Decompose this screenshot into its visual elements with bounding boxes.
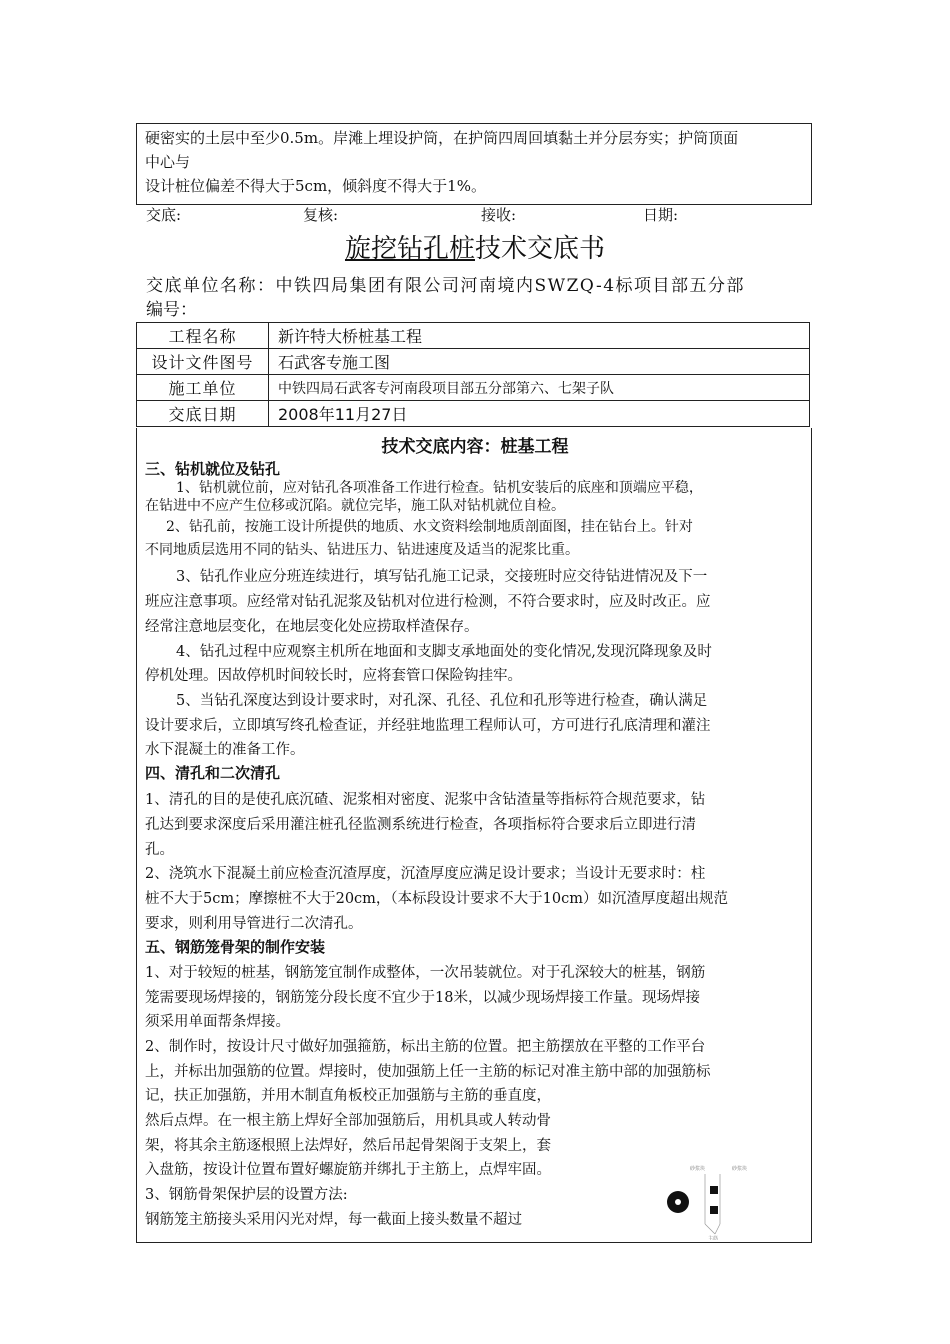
paragraph-line: 钢筋笼主筋接头采用闪光对焊，每一截面上接头数量不超过 (145, 1212, 522, 1228)
cage-section-center (675, 1199, 681, 1205)
paragraph-line: 4、钻孔过程中应观察主机所在地面和支脚支承地面处的变化情况,发现沉降现象及时 (176, 644, 712, 660)
sign-riqi: 日期: (643, 206, 679, 224)
info-value: 中铁四局石武客专河南段项目部五分部第六、七架子队 (269, 375, 810, 401)
rebar-cage-figure (660, 1160, 780, 1240)
paragraph-line: 不同地质层选用不同的钻头、钻进压力、钻进速度及适当的泥浆比重。 (145, 542, 579, 558)
paragraph-line: 5、当钻孔深度达到设计要求时，对孔深、孔径、孔位和孔形等进行检查，确认满足 (176, 693, 708, 709)
paragraph-line: 班应注意事项。应经常对钻孔泥浆及钻机对位进行检测，不符合要求时，应及时改正。应 (145, 594, 711, 610)
info-key: 工程名称 (137, 323, 269, 349)
unit-name-line: 交底单位名称：中铁四局集团有限公司河南境内SWZQ-4标项目部五分部 (146, 276, 746, 296)
paragraph-line: 设计要求后，立即填写终孔检查证，并经驻地监理工程师认可，方可进行孔底清理和灌注 (145, 718, 711, 734)
paragraph-line: 入盘筋，按设计位置布置好螺旋筋并绑扎于主筋上，点焊牢固。 (145, 1162, 551, 1178)
section-3-heading: 三、钻机就位及钻孔 (145, 460, 281, 478)
info-key: 施工单位 (137, 375, 269, 401)
section-5-heading: 五、钢筋笼骨架的制作安装 (145, 938, 326, 956)
spacer-block (710, 1186, 718, 1194)
sign-jieshou: 接收: (481, 206, 517, 224)
paragraph-line: 要求，则利用导管进行二次清孔。 (145, 916, 363, 932)
spacer-diagram (660, 1160, 780, 1240)
content-title: 技术交底内容：桩基工程 (381, 437, 569, 457)
continuation-line-3: 设计桩位偏差不得大于5cm，倾斜度不得大于1%。 (145, 177, 486, 195)
section-4-heading: 四、清孔和二次清孔 (145, 764, 281, 782)
paragraph-line: 桩不大于5cm；摩擦桩不大于20cm，（本标段设计要求不大于10cm）如沉渣厚度超出规范 (145, 891, 728, 907)
paragraph-line: 1、清孔的目的是使孔底沉碴、泥浆相对密度、泥浆中含钻渣量等指标符合规范要求，钻 (145, 792, 706, 808)
paragraph-line: 2、浇筑水下混凝土前应检查沉渣厚度，沉渣厚度应满足设计要求；当设计无要求时：柱 (145, 866, 706, 882)
paragraph-line: 水下混凝土的准备工作。 (145, 742, 305, 758)
paragraph-line: 3、钻孔作业应分班连续进行，填写钻孔施工记录，交接班时应交待钻进情况及下一 (176, 569, 708, 585)
continuation-line-1: 硬密实的土层中至少0.5m。岸滩上埋设护筒，在护筒四周回填黏土并分层夯实；护筒顶面 (145, 129, 739, 147)
info-key: 交底日期 (137, 401, 269, 427)
paragraph-line: 2、制作时，按设计尺寸做好加强箍筋，标出主筋的位置。把主筋摆放在平整的工作平台 (145, 1039, 706, 1055)
table-row (137, 401, 810, 427)
document-title: 旋挖钻孔桩技术交底书 (344, 234, 606, 264)
table-row (137, 323, 810, 349)
paragraph-line: 孔。 (145, 842, 174, 858)
info-value: 新许特大桥桩基工程 (269, 323, 810, 349)
paragraph-line: 然后点焊。在一根主筋上焊好全部加强筋后，用机具或人转动骨 (145, 1113, 551, 1129)
info-table (136, 322, 810, 427)
paragraph-line: 停机处理。因故停机时间较长时，应将套管口保险钩挂牢。 (145, 668, 522, 684)
figure-label: 砂浆块 (690, 1166, 706, 1172)
info-value: 石武客专施工图 (269, 349, 810, 375)
paragraph-line: 架，将其余主筋逐根照上法焊好，然后吊起骨架阁于支架上，套 (145, 1138, 551, 1154)
paragraph-line: 孔达到要求深度后采用灌注桩孔径监测系统进行检查，各项指标符合要求后立即进行清 (145, 817, 696, 833)
paragraph-line: 在钻进中不应产生位移或沉陷。就位完毕，施工队对钻机就位自检。 (145, 498, 565, 514)
paragraph-line: 上，并标出加强筋的位置。焊接时，使加强筋上任一主筋的标记对准主筋中部的加强筋标 (145, 1064, 711, 1080)
figure-label: 砂浆块 (732, 1166, 748, 1172)
info-value: 2008年11月27日 (269, 401, 810, 427)
figure-label: 主筋 (708, 1236, 719, 1240)
spacer-block (710, 1206, 718, 1214)
paragraph-line: 3、钢筋骨架保护层的设置方法: (145, 1187, 348, 1203)
sign-jiaodi: 交底: (146, 206, 182, 224)
table-row (137, 349, 810, 375)
paragraph-line: 须采用单面帮条焊接。 (145, 1014, 290, 1030)
paragraph-line: 经常注意地层变化，在地层变化处应捞取样渣保存。 (145, 619, 479, 635)
paragraph-line: 2、钻孔前，按施工设计所提供的地质、水文资料绘制地质剖面图，挂在钻台上。针对 (166, 519, 693, 535)
paragraph-line: 1、钻机就位前，应对钻孔各项准备工作进行检查。钻机安装后的底座和顶端应平稳， (176, 480, 703, 496)
info-key: 设计文件图号 (137, 349, 269, 375)
continuation-line-2: 中心与 (145, 153, 191, 171)
paragraph-line: 笼需要现场焊接的，钢筋笼分段长度不宜少于18米，以减少现场焊接工作量。现场焊接 (145, 990, 700, 1006)
paragraph-line: 记，扶正加强筋，并用木制直角板校正加强筋与主筋的垂直度， (145, 1088, 551, 1104)
paragraph-line: 1、对于较短的桩基，钢筋笼宜制作成整体，一次吊装就位。对于孔深较大的桩基，钢筋 (145, 965, 706, 981)
number-line: 编号： (146, 300, 197, 320)
sign-fuhe: 复核: (303, 206, 339, 224)
table-row (137, 375, 810, 401)
